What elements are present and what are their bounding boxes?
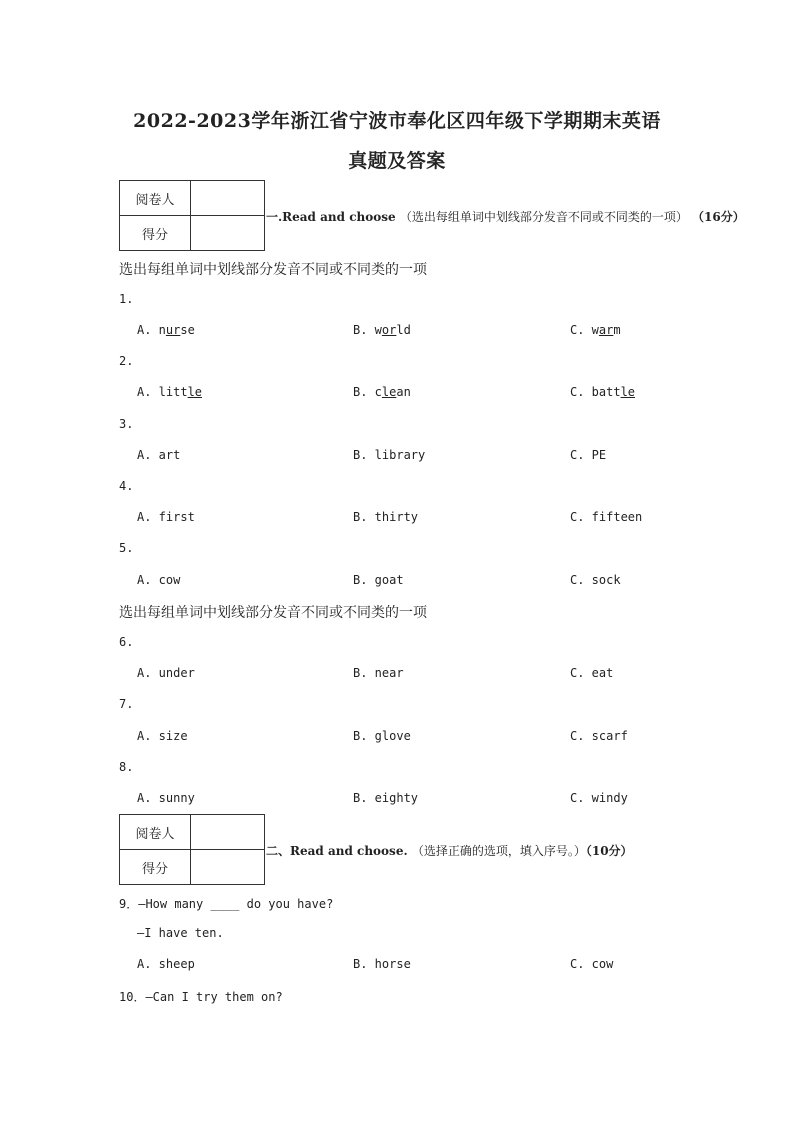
section1-hint: （选出每组单词中划线部分发音不同或不同类的一项）: [399, 210, 688, 224]
section1-instruction: 选出每组单词中划线部分发音不同或不同类的一项: [119, 605, 427, 621]
option-b: B. goat: [353, 573, 404, 587]
option-a: A. under: [137, 666, 195, 680]
option-b: B. clean: [353, 385, 411, 399]
option-c: C. warm: [570, 323, 621, 337]
reviewer-cell: [191, 181, 265, 216]
section2-points: （10分）: [585, 844, 633, 858]
option-b: B. near: [353, 666, 404, 680]
reviewer-cell: [191, 815, 265, 850]
option-b: B. glove: [353, 729, 411, 743]
question-number: 7.: [119, 697, 134, 711]
question-number: 8.: [119, 760, 134, 774]
score-label: 得分: [120, 850, 191, 885]
option-b: B. eighty: [353, 791, 419, 805]
document-title-line1: 2022-2023学年浙江省宁波市奉化区四年级下学期期末英语: [133, 110, 661, 132]
score-label: 得分: [120, 216, 191, 251]
question-number: 1.: [119, 292, 134, 306]
question-9: 9．—How many ____ do you have?: [119, 897, 334, 911]
score-cell: [191, 216, 265, 251]
option-c: C. eat: [570, 666, 614, 680]
section1-title: 一.Read and choose: [266, 210, 396, 224]
reviewer-label: 阅卷人: [120, 815, 191, 850]
option-c: C. PE: [570, 448, 607, 462]
option-a: A. size: [137, 729, 188, 743]
score-box-section2: [119, 814, 265, 885]
document-title-line2: 真题及答案: [348, 150, 446, 172]
section1-instruction: 选出每组单词中划线部分发音不同或不同类的一项: [119, 262, 427, 278]
option-b: B. library: [353, 448, 426, 462]
option-c: C. battle: [570, 385, 636, 399]
question-9-reply: —I have ten.: [137, 926, 224, 940]
option-c: C. windy: [570, 791, 628, 805]
section2-heading: [266, 842, 633, 859]
section1-points: （16分）: [692, 210, 745, 224]
question-number: 5.: [119, 541, 134, 555]
option-c: C. scarf: [570, 729, 628, 743]
question-number: 3.: [119, 417, 134, 431]
question-10: 10．—Can I try them on?: [119, 990, 283, 1004]
section1-heading: [266, 208, 745, 225]
option-a: A. nurse: [137, 323, 195, 337]
question-number: 4.: [119, 479, 134, 493]
score-box-section1: [119, 180, 265, 251]
section2-hint: （选择正确的选项，填入序号。）: [411, 844, 586, 858]
section2-title: 二、Read and choose.: [266, 844, 408, 858]
option-c: C. cow: [570, 957, 614, 971]
option-a: A. little: [137, 385, 203, 399]
score-cell: [191, 850, 265, 885]
option-a: A. sheep: [137, 957, 195, 971]
reviewer-label: 阅卷人: [120, 181, 191, 216]
option-b: B. thirty: [353, 510, 419, 524]
option-a: A. art: [137, 448, 181, 462]
option-b: B. world: [353, 323, 411, 337]
option-a: A. first: [137, 510, 195, 524]
option-a: A. cow: [137, 573, 181, 587]
option-c: C. sock: [570, 573, 621, 587]
option-b: B. horse: [353, 957, 411, 971]
question-number: 2.: [119, 354, 134, 368]
option-a: A. sunny: [137, 791, 195, 805]
question-number: 6.: [119, 635, 134, 649]
option-c: C. fifteen: [570, 510, 643, 524]
